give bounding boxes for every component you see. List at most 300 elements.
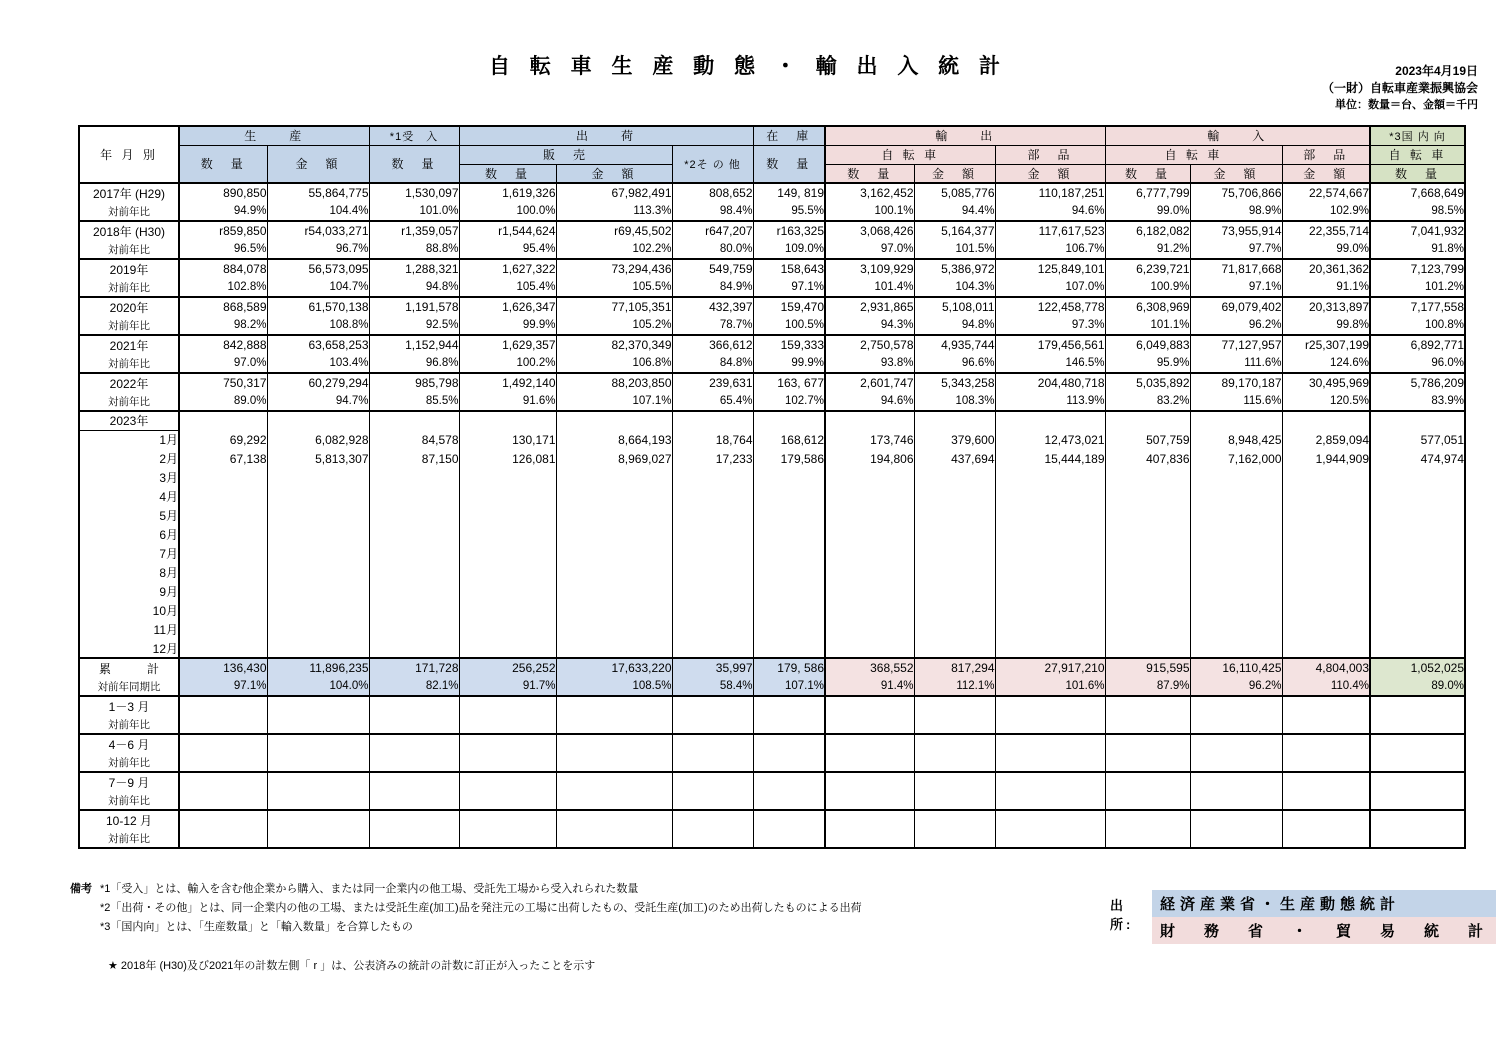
data-cell: 1,626,347 [459,297,556,316]
data-cell [672,563,753,582]
data-cell [459,696,556,715]
data-cell: 1,530,097 [369,183,459,202]
data-cell: 6,239,721 [1105,259,1190,278]
data-cell [1105,810,1190,829]
data-cell: 67,138 [179,449,267,468]
data-cell [1370,772,1465,791]
row-ratio-label: 対前年比 [79,316,179,335]
ratio-cell: 91.2% [1105,240,1190,259]
cumulative-data-cell: 817,294 [914,658,995,677]
data-cell: 577,051 [1370,430,1465,449]
data-cell: 1,152,944 [369,335,459,354]
row-label-2023: 2023年 [79,411,179,430]
row-label: 2018年 (H30) [79,221,179,240]
ratio-cell: 94.8% [369,278,459,297]
ratio-cell: 85.5% [369,392,459,411]
ratio-cell: 94.4% [914,202,995,221]
data-cell [825,544,914,563]
month-label: 9月 [79,582,179,601]
ratio-cell: 96.0% [1370,354,1465,373]
group-production: 生 産 [179,126,369,145]
ratio-cell [672,829,753,848]
ratio-cell [914,829,995,848]
data-cell [1370,620,1465,639]
data-cell: 2,601,747 [825,373,914,392]
data-cell [459,468,556,487]
data-cell: 1,191,578 [369,297,459,316]
ratio-cell: 91.8% [1370,240,1465,259]
ratio-cell [1190,829,1282,848]
data-cell: 130,171 [459,430,556,449]
ratio-cell: 102.8% [179,278,267,297]
ratio-cell [1370,715,1465,734]
data-cell [1190,620,1282,639]
source-line-mof: 財 務 省 ・ 貿 易 統 計 [1152,917,1496,944]
data-cell: 122,458,778 [995,297,1105,316]
ratio-cell: 94.8% [914,316,995,335]
cumulative-data-cell: 915,595 [1105,658,1190,677]
data-cell [914,601,995,620]
data-cell [267,696,369,715]
source-label: 出 所: [1110,898,1134,932]
data-cell: 884,078 [179,259,267,278]
data-cell [825,734,914,753]
ratio-cell: 95.5% [753,202,825,221]
ratio-cell: 88.8% [369,240,459,259]
data-cell [672,734,753,753]
data-cell [672,772,753,791]
data-cell [1370,696,1465,715]
ratio-cell [1370,791,1465,810]
data-cell [369,696,459,715]
subgroup-export-parts: 部 品 [995,145,1105,164]
data-cell [459,810,556,829]
measure-receipt-quantity: 数 量 [369,145,459,183]
data-cell: 1,627,322 [459,259,556,278]
data-cell [1282,506,1370,525]
data-cell [825,563,914,582]
data-cell: 159,470 [753,297,825,316]
data-cell [267,639,369,658]
data-cell: 125,849,101 [995,259,1105,278]
data-cell [459,639,556,658]
data-cell: 3,068,426 [825,221,914,240]
data-cell: 84,578 [369,430,459,449]
data-cell [1105,525,1190,544]
data-cell: 7,668,649 [1370,183,1465,202]
data-cell [369,810,459,829]
cumulative-ratio-cell: 91.7% [459,677,556,696]
ratio-cell [825,829,914,848]
data-cell: 6,082,928 [267,430,369,449]
ratio-cell [1190,715,1282,734]
ratio-cell [459,791,556,810]
ratio-cell [914,753,995,772]
ratio-cell [267,753,369,772]
ratio-cell: 97.0% [825,240,914,259]
cumulative-data-cell: 1,052,025 [1370,658,1465,677]
data-cell [753,506,825,525]
data-cell [825,601,914,620]
measure-production-amount: 金 額 [267,145,369,183]
ratio-cell [753,829,825,848]
data-cell: 1,492,140 [459,373,556,392]
ratio-cell: 100.5% [753,316,825,335]
data-cell: 55,864,775 [267,183,369,202]
ratio-cell [1105,791,1190,810]
ratio-cell [267,715,369,734]
data-cell [1282,810,1370,829]
ratio-cell: 98.5% [1370,202,1465,221]
data-cell [753,810,825,829]
ratio-cell: 95.4% [459,240,556,259]
data-cell [369,620,459,639]
data-cell [1105,734,1190,753]
data-cell [995,639,1105,658]
data-cell [995,772,1105,791]
data-cell [995,468,1105,487]
data-cell: 5,085,776 [914,183,995,202]
data-cell [753,601,825,620]
ratio-cell [179,753,267,772]
data-cell [914,563,995,582]
data-cell: 17,233 [672,449,753,468]
month-label: 12月 [79,639,179,658]
ratio-cell: 101.0% [369,202,459,221]
data-cell [1190,525,1282,544]
data-cell [1105,696,1190,715]
ratio-cell: 89.0% [179,392,267,411]
data-cell [1370,639,1465,658]
cumulative-label: 累 計 [79,658,179,677]
data-cell [369,506,459,525]
data-cell [369,544,459,563]
row-label: 2019年 [79,259,179,278]
ratio-cell: 80.0% [672,240,753,259]
ratio-cell [179,829,267,848]
measure-production-quantity: 数 量 [179,145,267,183]
ratio-cell: 97.3% [995,316,1105,335]
ratio-cell [556,753,672,772]
group-shipment: 出 荷 [459,126,753,145]
data-cell: 168,612 [753,430,825,449]
measure-export-bicycle-quantity: 数 量 [825,164,914,183]
data-cell [1282,601,1370,620]
data-cell: 1,619,326 [459,183,556,202]
ratio-cell [369,791,459,810]
ratio-cell: 99.9% [753,354,825,373]
data-cell [825,696,914,715]
ratio-cell: 146.5% [995,354,1105,373]
data-cell [995,411,1105,430]
ratio-cell: 113.3% [556,202,672,221]
data-cell: 2,859,094 [1282,430,1370,449]
ratio-cell: 99.9% [459,316,556,335]
data-cell [369,772,459,791]
data-cell: 808,652 [672,183,753,202]
cumulative-ratio-cell: 112.1% [914,677,995,696]
ratio-cell: 106.7% [995,240,1105,259]
data-cell [1190,468,1282,487]
ratio-cell: 94.9% [179,202,267,221]
data-cell: 239,631 [672,373,753,392]
data-cell [995,601,1105,620]
data-cell [179,639,267,658]
ratio-cell [1190,791,1282,810]
data-cell [1370,525,1465,544]
cumulative-ratio-cell: 110.4% [1282,677,1370,696]
data-cell [369,525,459,544]
ratio-cell [267,791,369,810]
data-cell: 30,495,969 [1282,373,1370,392]
data-cell: 67,982,491 [556,183,672,202]
data-cell [556,601,672,620]
data-cell [914,772,995,791]
ratio-cell [753,715,825,734]
data-cell [267,601,369,620]
data-cell [459,525,556,544]
month-label: 2月 [79,449,179,468]
ratio-cell: 94.7% [267,392,369,411]
data-cell: 6,308,969 [1105,297,1190,316]
cumulative-data-cell: 27,917,210 [995,658,1105,677]
data-cell [1105,601,1190,620]
data-cell [825,582,914,601]
source-line-meti: 経済産業省・生産動態統計 [1152,890,1496,917]
ratio-cell [1105,753,1190,772]
data-cell: 432,397 [672,297,753,316]
data-cell [179,582,267,601]
data-cell [179,487,267,506]
cumulative-data-cell: 179, 586 [753,658,825,677]
ratio-cell [556,715,672,734]
ratio-cell: 124.6% [1282,354,1370,373]
data-cell [459,487,556,506]
ratio-cell [914,715,995,734]
data-cell [825,468,914,487]
ratio-cell: 102.2% [556,240,672,259]
ratio-cell: 102.7% [753,392,825,411]
cumulative-ratio-cell: 89.0% [1370,677,1465,696]
data-cell [914,411,995,430]
month-label: 4月 [79,487,179,506]
footnote-item: *2「出荷・その他」とは、同一企業内の他の工場、または受託生産(加工)品を発注元の工場に出荷したもの、受託生産(加工)のため出荷したものによる出荷 [100,902,862,914]
data-cell: 12,473,021 [995,430,1105,449]
cumulative-ratio-label: 対前年同期比 [79,677,179,696]
ratio-cell: 98.2% [179,316,267,335]
data-cell [753,544,825,563]
data-cell [1105,620,1190,639]
ratio-cell: 105.5% [556,278,672,297]
data-cell: 474,974 [1370,449,1465,468]
row-ratio-label: 対前年比 [79,240,179,259]
organization-name: （一財）自転車産業振興協会 [1321,81,1478,95]
data-cell [179,525,267,544]
data-cell [672,620,753,639]
cumulative-ratio-cell: 108.5% [556,677,672,696]
data-cell [267,810,369,829]
data-cell [267,506,369,525]
data-cell [267,411,369,430]
data-cell [1370,544,1465,563]
data-cell [753,468,825,487]
data-cell [267,772,369,791]
group-import: 輸 入 [1105,126,1370,145]
row-label: 2021年 [79,335,179,354]
cumulative-data-cell: 17,633,220 [556,658,672,677]
cumulative-data-cell: 11,896,235 [267,658,369,677]
measure-sales-amount: 金 額 [556,164,672,183]
data-cell: 77,127,957 [1190,335,1282,354]
row-label: 1－3 月 [79,696,179,715]
data-cell [1282,544,1370,563]
row-ratio-label: 対前年比 [79,715,179,734]
data-cell: 158,643 [753,259,825,278]
data-cell [995,525,1105,544]
data-cell [914,696,995,715]
ratio-cell [1105,715,1190,734]
data-cell: 8,948,425 [1190,430,1282,449]
data-cell: 5,108,011 [914,297,995,316]
data-cell [914,525,995,544]
data-cell [995,506,1105,525]
data-cell [1190,582,1282,601]
ratio-cell: 78.7% [672,316,753,335]
data-cell [1105,487,1190,506]
measure-inventory-quantity: 数 量 [753,145,825,183]
data-cell [459,601,556,620]
data-cell [825,639,914,658]
data-cell: 7,041,932 [1370,221,1465,240]
month-label: 10月 [79,601,179,620]
data-cell [459,734,556,753]
cumulative-data-cell: 4,804,003 [1282,658,1370,677]
data-cell: r69,45,502 [556,221,672,240]
ratio-cell [556,791,672,810]
data-cell [753,563,825,582]
ratio-cell: 107.0% [995,278,1105,297]
data-cell: 117,617,523 [995,221,1105,240]
row-ratio-label: 対前年比 [79,354,179,373]
ratio-cell [995,829,1105,848]
row-ratio-label: 対前年比 [79,392,179,411]
data-cell: 1,288,321 [369,259,459,278]
ratio-cell: 100.2% [459,354,556,373]
ratio-cell: 98.4% [672,202,753,221]
data-cell [995,620,1105,639]
ratio-cell [825,753,914,772]
data-cell: 88,203,850 [556,373,672,392]
data-cell: 5,164,377 [914,221,995,240]
measure-export-bicycle-amount: 金 額 [914,164,995,183]
ratio-cell: 84.8% [672,354,753,373]
ratio-cell: 105.2% [556,316,672,335]
data-cell [914,506,995,525]
data-cell: 56,573,095 [267,259,369,278]
ratio-cell [1282,791,1370,810]
ratio-cell [179,791,267,810]
data-cell [1190,639,1282,658]
data-cell [1282,772,1370,791]
data-cell: r1,359,057 [369,221,459,240]
ratio-cell: 96.7% [267,240,369,259]
data-cell: 407,836 [1105,449,1190,468]
month-label: 7月 [79,544,179,563]
data-cell [1105,563,1190,582]
data-cell [556,734,672,753]
data-cell: 7,123,799 [1370,259,1465,278]
ratio-cell: 103.4% [267,354,369,373]
ratio-cell [1282,829,1370,848]
corner-year-month-label: 年 月 別 [79,126,179,183]
document-meta [1322,63,1478,114]
data-cell [179,468,267,487]
data-cell: 8,664,193 [556,430,672,449]
data-cell [1105,468,1190,487]
ratio-cell: 96.2% [1190,316,1282,335]
data-cell [556,582,672,601]
ratio-cell [1282,753,1370,772]
ratio-cell: 96.6% [914,354,995,373]
subgroup-sales: 販 売 [459,145,672,164]
data-cell [1190,772,1282,791]
measure-export-parts-amount: 金 額 [995,164,1105,183]
ratio-cell: 108.3% [914,392,995,411]
data-cell [672,525,753,544]
data-cell [1105,582,1190,601]
data-cell [753,620,825,639]
ratio-cell [1282,715,1370,734]
data-cell [1282,696,1370,715]
data-cell [369,639,459,658]
data-cell [267,563,369,582]
data-cell: 22,355,714 [1282,221,1370,240]
data-cell: 842,888 [179,335,267,354]
footnote-list [70,880,862,937]
ratio-cell: 98.9% [1190,202,1282,221]
measure-sales-quantity: 数 量 [459,164,556,183]
ratio-cell [459,829,556,848]
ratio-cell: 99.0% [1105,202,1190,221]
data-cell: 507,759 [1105,430,1190,449]
data-cell: 985,798 [369,373,459,392]
ratio-cell: 100.8% [1370,316,1465,335]
data-cell [556,411,672,430]
ratio-cell: 101.4% [825,278,914,297]
data-cell [672,639,753,658]
data-cell: r859,850 [179,221,267,240]
data-cell: 20,313,897 [1282,297,1370,316]
data-cell: 69,292 [179,430,267,449]
data-cell: 204,480,718 [995,373,1105,392]
month-label: 3月 [79,468,179,487]
data-cell: 179,586 [753,449,825,468]
data-cell [914,620,995,639]
data-cell [1105,411,1190,430]
ratio-cell: 94.6% [825,392,914,411]
ratio-cell [369,715,459,734]
data-cell [672,411,753,430]
ratio-cell: 100.9% [1105,278,1190,297]
ratio-cell: 94.6% [995,202,1105,221]
data-cell [179,620,267,639]
data-cell [179,563,267,582]
data-cell: 6,182,082 [1105,221,1190,240]
data-cell [556,810,672,829]
ratio-cell [1105,829,1190,848]
ratio-cell: 96.5% [179,240,267,259]
publish-date: 2023年4月19日 [1395,64,1478,78]
